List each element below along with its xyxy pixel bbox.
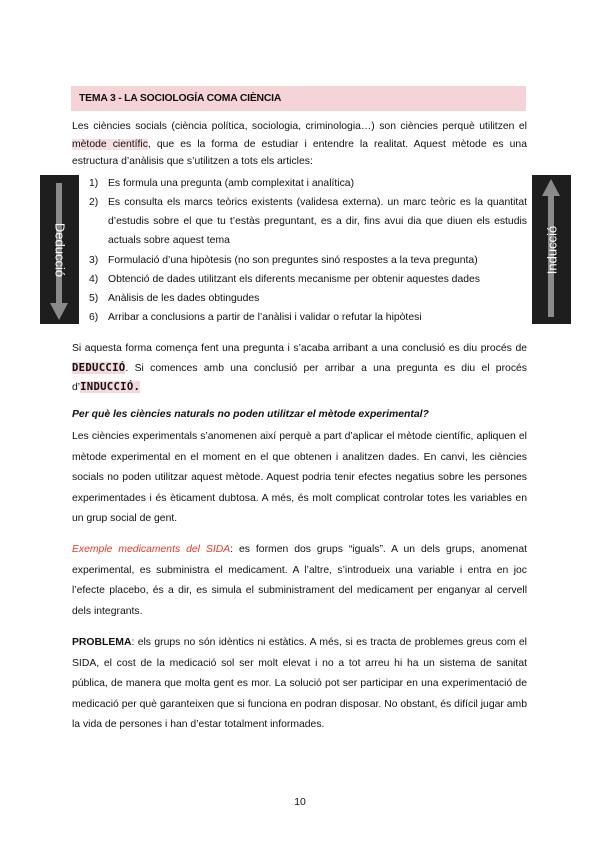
intro-text-after: , que es la forma de estudiar i entendre la realitat. Aquest mètode es una estructura d’anàlisis que s’utilitzen a tots els articles: bbox=[72, 138, 527, 167]
question-heading: Per què les ciències naturals no poden utilitzar el mètode experimental? bbox=[72, 409, 429, 420]
example-text: : es formen dos grups “iguals”. A un dels grups, anomenat experimental, es subministra el medicament. A l’altre, s’introdueix una variable i entra en joc l’efecte placebo, és a dir, es simula el subministrament del medicament per enganyar al cervell dels integrants. bbox=[72, 544, 528, 617]
step-text: Arribar a conclusions a partir de l’anàlisi i validar o refutar la hipòtesi bbox=[108, 311, 422, 323]
induction-keyword: INDUCCIÓ. bbox=[80, 381, 141, 393]
example-paragraph bbox=[72, 540, 527, 622]
step-text: Formulació d’una hipòtesis (no son preguntes sinó respostes a la teva pregunta) bbox=[108, 254, 478, 266]
section-title: TEMA 3 - LA SOCIOLOGÍA COMA CIÈNCIA bbox=[79, 93, 282, 104]
induction-label: Inducció bbox=[544, 225, 559, 274]
step-number: 1) bbox=[89, 178, 99, 189]
section-title-bar bbox=[71, 86, 526, 111]
step-number: 5) bbox=[89, 292, 99, 304]
deduction-text-2: . Si comences amb una conclusió per arribar a una pregunta es diu el procés d’ bbox=[72, 362, 527, 393]
intro-paragraph bbox=[72, 118, 527, 171]
step-text: Es consulta els marcs teòrics existents (validesa externa). un marc teòric es la quantitat d’estudis sobre el que tu t’estàs preguntant, es a dir, fins avui dia que diuen els estudis actuals sobre aquest tema bbox=[108, 197, 527, 247]
problem-label: PROBLEMA bbox=[72, 637, 132, 648]
list-item bbox=[89, 289, 527, 308]
page-number: 10 bbox=[294, 797, 306, 808]
experimental-text: Les ciències experimentals s’anomenen així perquè a part d’aplicar el mètode científic, apliquen el mètode experimental en el moment en el que obtenen i analitzen dades. En canvi, les ciències socials no poden utilitzar aquest mètode. Aquest podria tenir efectes negatius sobre les persones experimentades i és èticament dubtosa. A més, és molt complicat controlar totes les variables en un grup social de gent. bbox=[72, 431, 527, 524]
step-text: Anàlisis de les dades obtingudes bbox=[108, 292, 260, 304]
step-number: 2) bbox=[89, 197, 99, 208]
method-steps-list bbox=[89, 174, 527, 327]
list-item bbox=[89, 308, 527, 327]
problem-text: : els grups no són idèntics ni estàtics. A més, si es tracta de problemes greus com el SIDA, el cost de la medicació sol ser molt elevat i no a tot arreu hi ha un sistema de sanitat pública, de manera que molta gent es mor. La solució pot ser participar en una experimentació de medicació per què garanteixen que si funciona en podran disposar. No obstant, és difícil jugar amb la vida de persones i han d’estar totalment informades. bbox=[72, 637, 527, 730]
list-item bbox=[89, 174, 527, 193]
step-number: 3) bbox=[89, 254, 99, 266]
deduction-paragraph bbox=[72, 339, 527, 398]
deduction-label: Deducció bbox=[52, 222, 67, 277]
step-text: Es formula una pregunta (amb complexitat i analítica) bbox=[108, 178, 355, 189]
list-item bbox=[89, 193, 527, 251]
step-number: 4) bbox=[89, 273, 99, 285]
experimental-paragraph bbox=[72, 427, 527, 530]
list-item bbox=[89, 251, 527, 270]
induction-sidebar bbox=[532, 175, 571, 324]
step-text: Obtenció de dades utilitzant els diferents mecanisme per obtenir aquestes dades bbox=[108, 273, 480, 285]
example-label: Exemple medicaments del SIDA bbox=[72, 544, 231, 555]
problem-paragraph bbox=[72, 633, 527, 736]
deduction-sidebar bbox=[40, 175, 79, 324]
deduction-keyword: DEDUCCIÓ bbox=[72, 361, 126, 374]
intro-text-before: Les ciències socials (ciència política, sociologia, criminologia…) son ciències perquè utilitzen el bbox=[72, 121, 527, 132]
scientific-method-highlight: mètode científic bbox=[72, 138, 148, 150]
step-number: 6) bbox=[89, 311, 99, 323]
list-item bbox=[89, 270, 527, 289]
deduction-text-1: Si aquesta forma comença fent una pregunta i s’acaba arribant a una conclusió es diu procés de bbox=[72, 343, 527, 354]
